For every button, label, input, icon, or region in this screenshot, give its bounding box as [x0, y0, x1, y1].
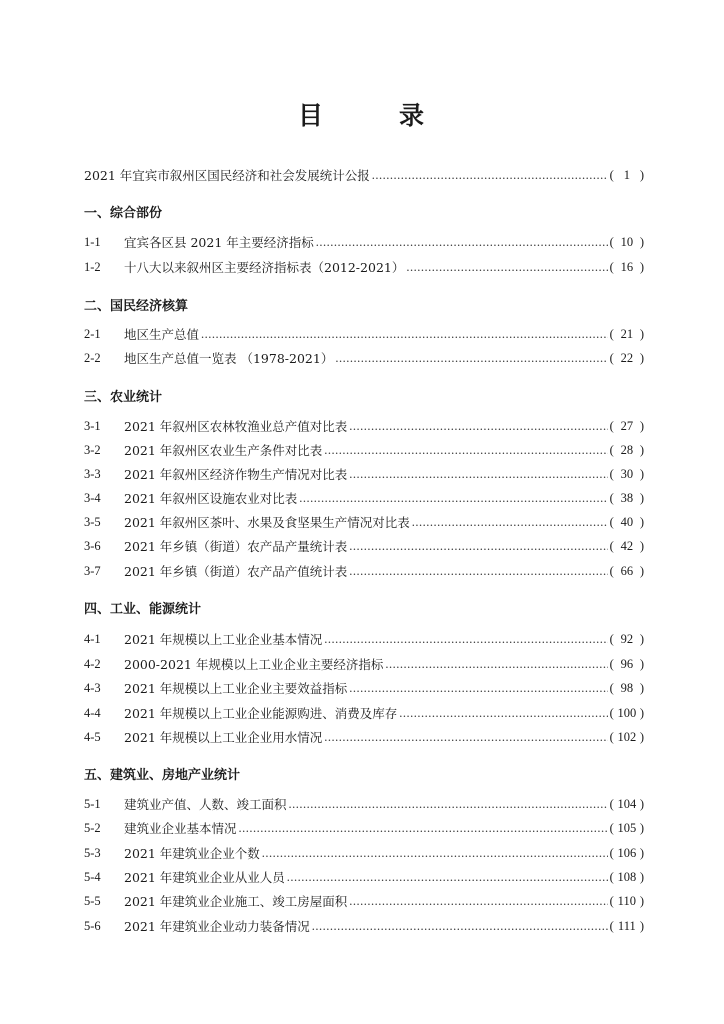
toc-entry-label: 十八大以来叙州区主要经济指标表（2012-2021） — [124, 260, 405, 275]
toc-entry-label: 2021 年宜宾市叙州区国民经济和社会发展统计公报 — [84, 168, 370, 183]
toc-entry-number: 3-6 — [84, 538, 101, 553]
toc-entry[interactable] — [84, 257, 644, 277]
toc-entry-number: 2-2 — [84, 350, 101, 365]
toc-entry-label: 2021 年规模以上工业企业用水情况 — [124, 730, 323, 745]
toc-entry-label: 2021 年规模以上工业企业能源购进、消费及库存 — [124, 706, 398, 721]
toc-entry[interactable] — [84, 232, 644, 252]
leader-dots — [262, 846, 608, 861]
toc-entry-number: 3-4 — [84, 490, 101, 505]
leader-dots — [289, 797, 608, 812]
leader-dots — [349, 681, 607, 696]
toc-entry-page: ( 66 ) — [609, 563, 644, 578]
leader-dots — [349, 894, 607, 909]
toc-entry-label: 2000-2021 年规模以上工业企业主要经济指标 — [124, 657, 384, 672]
leader-dots — [349, 564, 607, 579]
toc-entry-label: 宜宾各区县 2021 年主要经济指标 — [124, 235, 314, 250]
leader-dots — [385, 657, 607, 672]
toc-entry-page: ( 38 ) — [609, 490, 644, 505]
toc-entry-number: 5-3 — [84, 845, 101, 860]
leader-dots — [349, 419, 607, 434]
page-title — [0, 96, 724, 132]
toc-entry-number: 2-1 — [84, 326, 101, 341]
toc-entry-page: ( 27 ) — [609, 418, 644, 433]
toc-entry-label: 2021 年建筑业企业个数 — [124, 846, 260, 861]
toc-entry[interactable] — [84, 843, 644, 863]
section-heading: 一、综合部份 — [84, 206, 163, 221]
toc-entry[interactable] — [84, 678, 644, 698]
toc-entry-label: 2021 年叙州区茶叶、水果及食坚果生产情况对比表 — [124, 515, 410, 530]
toc-entry-page: ( 92 ) — [609, 631, 644, 646]
toc-entry-number: 1-2 — [84, 259, 101, 274]
toc-entry-label: 2021 年叙州区经济作物生产情况对比表 — [124, 467, 348, 482]
leader-dots — [372, 168, 608, 183]
toc-entry-page: ( 42 ) — [609, 538, 644, 553]
toc-entry-page: ( 10 ) — [609, 234, 644, 249]
leader-dots — [324, 730, 607, 745]
toc-entry-report[interactable] — [84, 165, 644, 185]
toc-entry-page: ( 16 ) — [609, 259, 644, 274]
toc-entry-page: ( 98 ) — [609, 680, 644, 695]
leader-dots — [335, 351, 607, 366]
toc-entry-number: 3-5 — [84, 514, 101, 529]
leader-dots — [312, 919, 608, 934]
toc-entry-page: ( 96 ) — [609, 656, 644, 671]
toc-entry-page: ( 40 ) — [609, 514, 644, 529]
toc-entry[interactable] — [84, 440, 644, 460]
toc-entry-number: 5-4 — [84, 869, 101, 884]
section-heading: 二、国民经济核算 — [84, 299, 189, 314]
toc-entry-page: ( 105 ) — [609, 820, 644, 835]
toc-entry[interactable] — [84, 488, 644, 508]
leader-dots — [287, 870, 608, 885]
toc-entry-number: 4-2 — [84, 656, 101, 671]
toc-entry-number: 4-1 — [84, 631, 101, 646]
toc-entry[interactable] — [84, 727, 644, 747]
toc-entry-number: 4-3 — [84, 680, 101, 695]
toc-entry[interactable] — [84, 416, 644, 436]
toc-entry-label: 2021 年建筑业企业施工、竣工房屋面积 — [124, 894, 348, 909]
page-title-char-1: 目 — [297, 101, 325, 130]
toc-entry-page: ( 22 ) — [609, 350, 644, 365]
toc-entry[interactable] — [84, 818, 644, 838]
toc-entry[interactable] — [84, 324, 644, 344]
page-title-char-2: 录 — [399, 101, 427, 130]
toc-entry-number: 5-2 — [84, 820, 101, 835]
toc-entry-number: 5-6 — [84, 918, 101, 933]
toc-entry[interactable] — [84, 629, 644, 649]
toc-entry-page: ( 110 ) — [609, 893, 644, 908]
leader-dots — [299, 491, 607, 506]
toc-entry-label: 2021 年建筑业企业动力装备情况 — [124, 919, 310, 934]
toc-entry-number: 1-1 — [84, 234, 101, 249]
toc-entry-number: 4-5 — [84, 729, 101, 744]
toc-entry[interactable] — [84, 891, 644, 911]
toc-entry[interactable] — [84, 512, 644, 532]
toc-entry-page: ( 111 ) — [609, 918, 644, 933]
toc-entry-page: ( 106 ) — [609, 845, 644, 860]
section-heading: 四、工业、能源统计 — [84, 602, 202, 617]
toc-entry[interactable] — [84, 867, 644, 887]
toc-entry[interactable] — [84, 464, 644, 484]
toc-entry-number: 3-1 — [84, 418, 101, 433]
toc-entry-number: 4-4 — [84, 705, 101, 720]
toc-entry-label: 建筑业产值、人数、竣工面积 — [124, 797, 287, 812]
leader-dots — [406, 260, 607, 275]
leader-dots — [324, 632, 607, 647]
toc-entry[interactable] — [84, 794, 644, 814]
leader-dots — [399, 706, 607, 721]
toc-entry-page: ( 1 ) — [609, 167, 644, 182]
toc-entry-page: ( 100 ) — [609, 705, 644, 720]
toc-entry-number: 5-5 — [84, 893, 101, 908]
toc-entry-label: 2021 年规模以上工业企业主要效益指标 — [124, 681, 348, 696]
toc-entry-page: ( 102 ) — [609, 729, 644, 744]
toc-entry-label: 2021 年叙州区农林牧渔业总产值对比表 — [124, 419, 348, 434]
toc-entry-label: 2021 年乡镇（街道）农产品产值统计表 — [124, 564, 348, 579]
leader-dots — [316, 235, 608, 250]
leader-dots — [349, 539, 607, 554]
toc-entry[interactable] — [84, 703, 644, 723]
toc-entry-number: 3-2 — [84, 442, 101, 457]
toc-entry-label: 2021 年乡镇（街道）农产品产量统计表 — [124, 539, 348, 554]
toc-entry-page: ( 28 ) — [609, 442, 644, 457]
leader-dots — [412, 515, 608, 530]
toc-entry-number: 5-1 — [84, 796, 101, 811]
leader-dots — [349, 467, 607, 482]
toc-entry-number: 3-3 — [84, 466, 101, 481]
toc-entry-label: 地区生产总值一览表 （1978-2021） — [124, 351, 334, 366]
section-heading: 三、农业统计 — [84, 390, 163, 405]
toc-entry-page: ( 104 ) — [609, 796, 644, 811]
leader-dots — [324, 443, 607, 458]
section-heading: 五、建筑业、房地产业统计 — [84, 768, 241, 783]
toc-entry[interactable] — [84, 536, 644, 556]
leader-dots — [239, 821, 608, 836]
toc-entry-page: ( 108 ) — [609, 869, 644, 884]
leader-dots — [201, 327, 608, 342]
toc-entry-number: 3-7 — [84, 563, 101, 578]
toc-entry-label: 建筑业企业基本情况 — [124, 821, 237, 836]
toc-entry[interactable] — [84, 348, 644, 368]
toc-entry-label: 2021 年叙州区农业生产条件对比表 — [124, 443, 323, 458]
toc-entry[interactable] — [84, 561, 644, 581]
toc-entry-page: ( 30 ) — [609, 466, 644, 481]
toc-entry-label: 2021 年建筑业企业从业人员 — [124, 870, 285, 885]
toc-entry[interactable] — [84, 916, 644, 936]
toc-entry-label: 2021 年叙州区设施农业对比表 — [124, 491, 298, 506]
toc-entry-page: ( 21 ) — [609, 326, 644, 341]
toc-entry-label: 地区生产总值 — [124, 327, 200, 342]
toc-entry[interactable] — [84, 654, 644, 674]
toc-entry-label: 2021 年规模以上工业企业基本情况 — [124, 632, 323, 647]
